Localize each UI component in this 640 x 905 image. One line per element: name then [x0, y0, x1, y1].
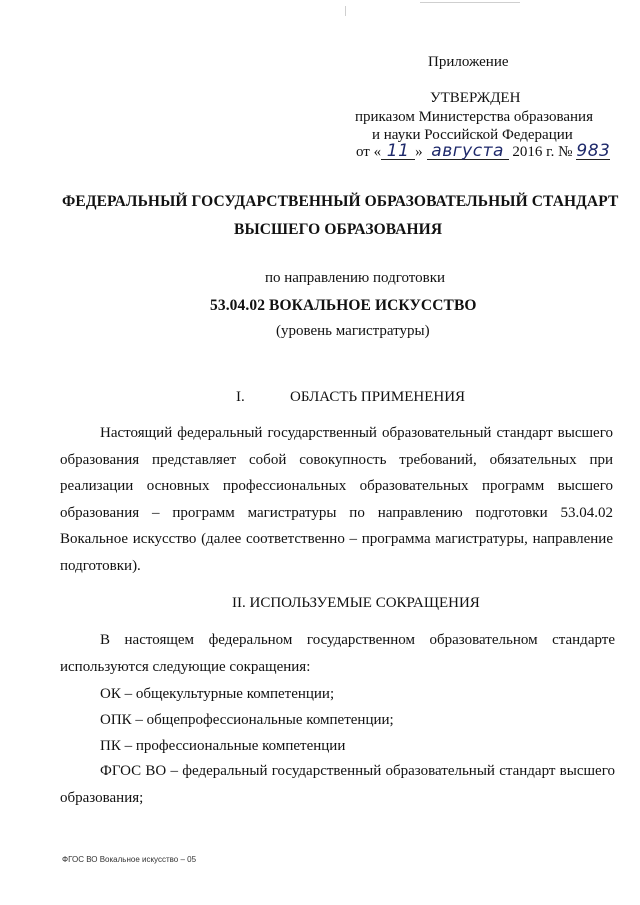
date-mid: »	[415, 144, 423, 160]
date-year: 2016 г. №	[512, 144, 573, 160]
section-1-paragraph: Настоящий федеральный государственный образовательный стандарт высшего образования представляет собой совокупность требований, обязательных при реализации основных профессиональных образовательных программ высшего образования – программ магистратуры по направлению подготовки 53.04.02 Вокальное искусство (далее соответственно – программа магистратуры, направление подготовки).	[60, 425, 613, 574]
abbreviation-item: ПК – профессиональные компетенции	[100, 738, 346, 754]
abbreviation-item: ФГОС ВО – федеральный государственный образовательный стандарт высшего образования;	[60, 763, 615, 806]
direction-code-name: 53.04.02 ВОКАЛЬНОЕ ИСКУССТВО	[210, 297, 477, 314]
page-footer: ФГОС ВО Вокальное искусство – 05	[62, 855, 197, 864]
approved-label: УТВЕРЖДЕН	[430, 90, 521, 106]
date-month-field: августа	[427, 143, 509, 160]
abbreviation-item: ОПК – общепрофессиональные компетенции;	[100, 712, 394, 728]
scan-artifact-line	[345, 6, 346, 16]
scan-artifact-line	[420, 2, 520, 3]
abbreviation-item: ОК – общекультурные компетенции;	[100, 686, 335, 702]
section-2-heading: II. ИСПОЛЬЗУЕМЫЕ СОКРАЩЕНИЯ	[232, 595, 480, 611]
section-2-intro: В настоящем федеральном государственном образовательном стандарте используются следующие сокращения:	[60, 632, 615, 675]
direction-label: по направлению подготовки	[265, 270, 446, 286]
appendix-label: Приложение	[428, 54, 509, 70]
order-line-2: и науки Российской Федерации	[372, 127, 573, 143]
section-1-heading: ОБЛАСТЬ ПРИМЕНЕНИЯ	[290, 389, 466, 405]
document-title-line-1: ФЕДЕРАЛЬНЫЙ ГОСУДАРСТВЕННЫЙ ОБРАЗОВАТЕЛЬНЫЙ СТАНДАРТ	[62, 193, 619, 210]
education-level: (уровень магистратуры)	[276, 323, 430, 339]
order-date-line	[356, 143, 610, 161]
date-prefix: от «	[356, 144, 382, 160]
date-day-field: 11	[381, 143, 415, 160]
order-line-1: приказом Министерства образования	[355, 109, 593, 125]
order-number-field: 983	[576, 141, 611, 161]
section-1-number: I.	[236, 389, 245, 405]
document-title-line-2: ВЫСШЕГО ОБРАЗОВАНИЯ	[234, 221, 443, 238]
